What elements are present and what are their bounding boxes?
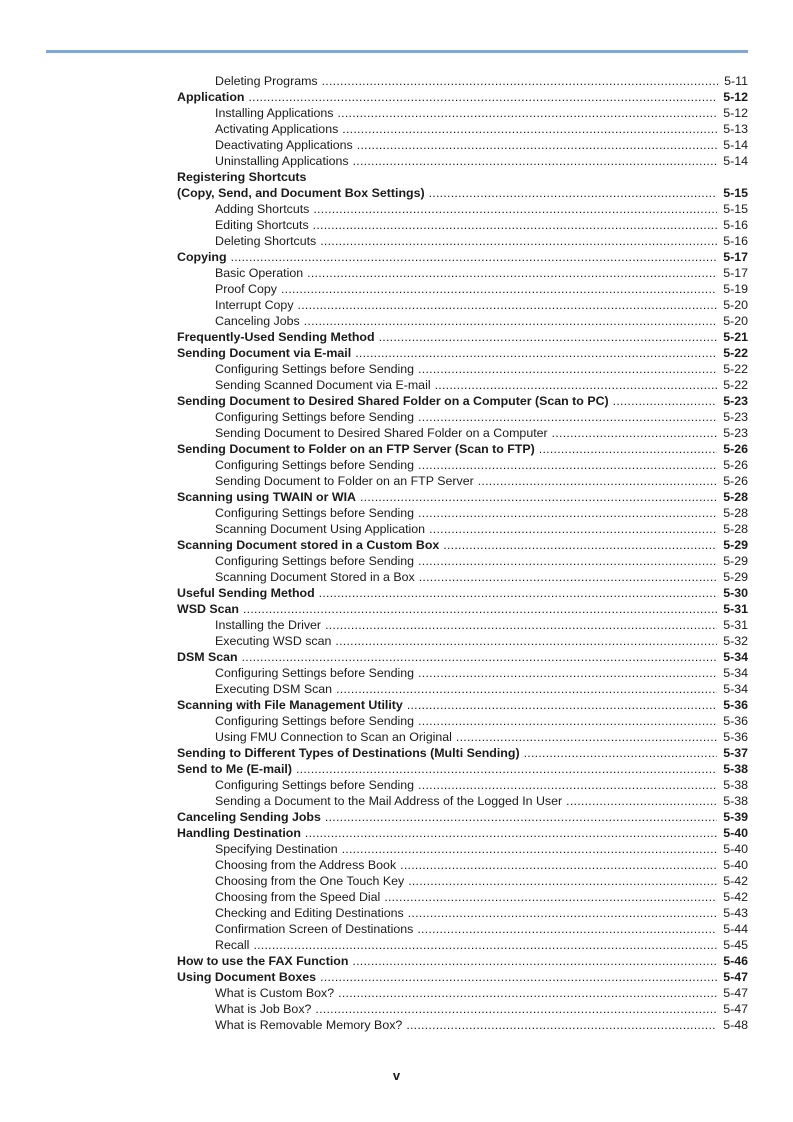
- toc-section-entry[interactable]: [177, 952, 748, 968]
- toc-section-entry[interactable]: [177, 536, 748, 552]
- toc-entry-title: Deleting Programs: [215, 74, 318, 88]
- toc-entry-page: 5-38: [723, 778, 748, 792]
- toc-entry-page: 5-29: [723, 570, 748, 584]
- toc-entry-page: 5-12: [723, 106, 748, 120]
- toc-entry-page: 5-14: [723, 154, 748, 168]
- toc-entry-title: Configuring Settings before Sending: [215, 362, 415, 376]
- toc-subsection-entry[interactable]: [177, 72, 748, 88]
- dot-leader: [313, 218, 718, 232]
- toc-entry-page: 5-22: [723, 346, 748, 360]
- dot-leader: [406, 1018, 717, 1032]
- table-of-contents: [177, 72, 748, 1032]
- toc-section-entry[interactable]: [177, 248, 748, 264]
- dot-leader: [539, 442, 717, 456]
- toc-subsection-entry[interactable]: [177, 120, 748, 136]
- dot-leader: [281, 282, 717, 296]
- toc-subsection-entry[interactable]: [177, 312, 748, 328]
- toc-entry-title: Configuring Settings before Sending: [215, 666, 415, 680]
- toc-section-entry[interactable]: [177, 824, 748, 840]
- toc-subsection-entry[interactable]: [177, 552, 748, 568]
- dot-leader: [552, 426, 718, 440]
- toc-entry-title: Sending Document to Desired Shared Folder on a Computer: [215, 426, 548, 440]
- toc-entry-title: Confirmation Screen of Destinations: [215, 922, 414, 936]
- toc-entry-page: 5-31: [723, 602, 748, 616]
- toc-section-entry[interactable]: [177, 184, 748, 200]
- dot-leader: [435, 378, 718, 392]
- dot-leader: [418, 714, 717, 728]
- dot-leader: [418, 778, 717, 792]
- toc-entry-title: What is Job Box?: [215, 1002, 312, 1016]
- toc-entry-title: Using Document Boxes: [177, 970, 317, 984]
- dot-leader: [566, 794, 717, 808]
- toc-subsection-entry[interactable]: [177, 152, 748, 168]
- dot-leader: [296, 762, 717, 776]
- dot-leader: [336, 682, 717, 696]
- toc-section-entry[interactable]: [177, 344, 748, 360]
- toc-entry-title: Scanning Document Using Application: [215, 522, 426, 536]
- toc-entry-page: 5-36: [723, 730, 748, 744]
- toc-entry-title: Deleting Shortcuts: [215, 234, 317, 248]
- toc-entry-page: 5-28: [723, 522, 748, 536]
- toc-entry-title: Configuring Settings before Sending: [215, 458, 415, 472]
- toc-entry-page: 5-40: [723, 826, 748, 840]
- toc-entry-page: 5-42: [723, 874, 748, 888]
- toc-entry-page: 5-17: [723, 266, 748, 280]
- toc-entry-page: 5-16: [723, 234, 748, 248]
- dot-leader: [418, 458, 717, 472]
- toc-subsection-entry[interactable]: [177, 280, 748, 296]
- toc-subsection-entry[interactable]: [177, 472, 748, 488]
- toc-subsection-entry[interactable]: [177, 232, 748, 248]
- dot-leader: [298, 298, 718, 312]
- toc-entry-title: Scanning with File Management Utility: [177, 698, 403, 712]
- toc-entry-title: Interrupt Copy: [215, 298, 294, 312]
- toc-subsection-entry[interactable]: [177, 936, 748, 952]
- toc-entry-title: Sending Document to Desired Shared Folder on a Computer (Scan to PC): [177, 394, 609, 408]
- toc-entry-page: 5-17: [723, 250, 748, 264]
- toc-entry-title: Scanning Document Stored in a Box: [215, 570, 415, 584]
- dot-leader: [242, 650, 718, 664]
- toc-entry-page: 5-47: [723, 986, 748, 1000]
- toc-subsection-entry[interactable]: [177, 520, 748, 536]
- toc-entry-page: 5-34: [723, 650, 748, 664]
- toc-entry-title: Basic Operation: [215, 266, 304, 280]
- toc-entry-page: 5-37: [723, 746, 748, 760]
- toc-entry-title: Application: [177, 90, 245, 104]
- toc-entry-page: 5-20: [723, 314, 748, 328]
- toc-entry-title: Configuring Settings before Sending: [215, 410, 415, 424]
- toc-subsection-entry[interactable]: [177, 872, 748, 888]
- toc-entry-title: Sending a Document to the Mail Address of the Logged In User: [215, 794, 563, 808]
- toc-section-entry[interactable]: [177, 392, 748, 408]
- toc-entry-title: Uninstalling Applications: [215, 154, 349, 168]
- dot-leader: [325, 618, 717, 632]
- dot-leader: [253, 938, 717, 952]
- toc-entry-page: 5-20: [723, 298, 748, 312]
- toc-entry-title: How to use the FAX Function: [177, 954, 349, 968]
- toc-entry-page: 5-36: [723, 698, 748, 712]
- toc-entry-page: 5-48: [723, 1018, 748, 1032]
- toc-entry-title: Installing the Driver: [215, 618, 322, 632]
- toc-entry-title: Configuring Settings before Sending: [215, 714, 415, 728]
- toc-entry-page: 5-34: [723, 666, 748, 680]
- toc-subsection-entry[interactable]: [177, 984, 748, 1000]
- toc-section-entry[interactable]: [177, 600, 748, 616]
- dot-leader: [379, 330, 718, 344]
- toc-subsection-entry[interactable]: [177, 1000, 748, 1016]
- toc-entry-title: Sending Scanned Document via E-mail: [215, 378, 431, 392]
- toc-entry-page: 5-28: [723, 490, 748, 504]
- toc-section-entry[interactable]: [177, 968, 748, 984]
- toc-subsection-entry[interactable]: [177, 200, 748, 216]
- toc-section-entry[interactable]: [177, 440, 748, 456]
- dot-leader: [443, 538, 717, 552]
- toc-entry-title: What is Removable Memory Box?: [215, 1018, 403, 1032]
- toc-subsection-entry[interactable]: [177, 632, 748, 648]
- dot-leader: [325, 810, 717, 824]
- toc-entry-title: Sending Document via E-mail: [177, 346, 352, 360]
- toc-subsection-entry[interactable]: [177, 408, 748, 424]
- toc-entry-title: Using FMU Connection to Scan an Original: [215, 730, 452, 744]
- toc-entry-page: 5-43: [723, 906, 748, 920]
- toc-entry-title: Scanning using TWAIN or WIA: [177, 490, 356, 504]
- toc-entry-page: 5-47: [723, 1002, 748, 1016]
- toc-entry-page: 5-39: [723, 810, 748, 824]
- dot-leader: [315, 1002, 717, 1016]
- toc-entry-page: 5-22: [723, 362, 748, 376]
- toc-entry-page: 5-16: [723, 218, 748, 232]
- toc-subsection-entry[interactable]: [177, 680, 748, 696]
- toc-section-entry[interactable]: [177, 696, 748, 712]
- dot-leader: [429, 522, 717, 536]
- dot-leader: [243, 602, 717, 616]
- toc-subsection-entry[interactable]: [177, 888, 748, 904]
- toc-section-entry[interactable]: [177, 744, 748, 760]
- toc-entry-page: 5-23: [723, 394, 748, 408]
- dot-leader: [307, 266, 717, 280]
- toc-entry-page: 5-14: [723, 138, 748, 152]
- toc-entry-title: Configuring Settings before Sending: [215, 506, 415, 520]
- toc-entry-page: 5-38: [723, 762, 748, 776]
- toc-entry-page: 5-29: [723, 538, 748, 552]
- dot-leader: [248, 90, 717, 104]
- toc-entry-title: Sending to Different Types of Destinations (Multi Sending): [177, 746, 520, 760]
- toc-entry-page: 5-42: [723, 890, 748, 904]
- toc-entry-title: Adding Shortcuts: [215, 202, 310, 216]
- dot-leader: [400, 858, 717, 872]
- toc-entry-page: 5-30: [723, 586, 748, 600]
- toc-entry-title: Canceling Jobs: [215, 314, 300, 328]
- toc-subsection-entry[interactable]: [177, 776, 748, 792]
- toc-entry-title: DSM Scan: [177, 650, 238, 664]
- toc-section-entry[interactable]: [177, 328, 748, 344]
- toc-entry-page: 5-23: [723, 426, 748, 440]
- toc-entry-title: Sending Document to Folder on an FTP Server (Scan to FTP): [177, 442, 535, 456]
- dot-leader: [418, 410, 717, 424]
- toc-subsection-entry[interactable]: [177, 376, 748, 392]
- toc-entry-title: Choosing from the Speed Dial: [215, 890, 381, 904]
- toc-entry-title: Registering Shortcuts: [177, 170, 307, 184]
- dot-leader: [360, 490, 717, 504]
- toc-entry-title: What is Custom Box?: [215, 986, 335, 1000]
- dot-leader: [322, 74, 718, 88]
- dot-leader: [335, 634, 717, 648]
- toc-entry-page: 5-36: [723, 714, 748, 728]
- toc-entry-page: 5-45: [723, 938, 748, 952]
- dot-leader: [418, 554, 717, 568]
- toc-entry-title: Configuring Settings before Sending: [215, 778, 415, 792]
- toc-subsection-entry[interactable]: [177, 920, 748, 936]
- toc-entry-page: 5-15: [723, 186, 748, 200]
- toc-entry-page: 5-26: [723, 474, 748, 488]
- toc-section-entry[interactable]: [177, 88, 748, 104]
- dot-leader: [429, 186, 718, 200]
- toc-entry-title: (Copy, Send, and Document Box Settings): [177, 186, 425, 200]
- toc-section-entry[interactable]: [177, 648, 748, 664]
- toc-entry-page: 5-32: [723, 634, 748, 648]
- toc-subsection-entry[interactable]: [177, 504, 748, 520]
- toc-entry-page: 5-23: [723, 410, 748, 424]
- toc-entry-title: Handling Destination: [177, 826, 301, 840]
- dot-leader: [320, 970, 717, 984]
- dot-leader: [384, 890, 717, 904]
- toc-entry-title: Recall: [215, 938, 250, 952]
- toc-entry-title: Sending Document to Folder on an FTP Server: [215, 474, 474, 488]
- toc-entry-title: Installing Applications: [215, 106, 334, 120]
- dot-leader: [355, 346, 717, 360]
- toc-entry-title: Executing DSM Scan: [215, 682, 333, 696]
- dot-leader: [352, 954, 717, 968]
- dot-leader: [407, 698, 717, 712]
- toc-entry-title: Checking and Editing Destinations: [215, 906, 404, 920]
- toc-subsection-entry[interactable]: [177, 104, 748, 120]
- dot-leader: [319, 586, 718, 600]
- dot-leader: [357, 138, 717, 152]
- toc-entry-title: Useful Sending Method: [177, 586, 315, 600]
- dot-leader: [313, 202, 717, 216]
- toc-entry-page: 5-31: [723, 618, 748, 632]
- toc-subsection-entry[interactable]: [177, 664, 748, 680]
- toc-subsection-entry[interactable]: [177, 360, 748, 376]
- toc-entry-title: Proof Copy: [215, 282, 277, 296]
- toc-subsection-entry[interactable]: [177, 840, 748, 856]
- toc-entry-page: 5-34: [723, 682, 748, 696]
- toc-subsection-entry[interactable]: [177, 904, 748, 920]
- toc-entry-title: Deactivating Applications: [215, 138, 353, 152]
- toc-entry-page: 5-46: [723, 954, 748, 968]
- toc-entry-title: Executing WSD scan: [215, 634, 332, 648]
- toc-entry-title: Specifying Destination: [215, 842, 338, 856]
- toc-subsection-entry[interactable]: [177, 216, 748, 232]
- dot-leader: [337, 106, 717, 120]
- dot-leader: [418, 506, 717, 520]
- toc-section-entry[interactable]: [177, 584, 748, 600]
- dot-leader: [231, 250, 718, 264]
- toc-entry-title: Activating Applications: [215, 122, 339, 136]
- toc-entry-title: Configuring Settings before Sending: [215, 554, 415, 568]
- toc-entry-page: 5-26: [723, 442, 748, 456]
- dot-leader: [419, 570, 717, 584]
- toc-entry-title: Frequently-Used Sending Method: [177, 330, 375, 344]
- toc-subsection-entry[interactable]: [177, 792, 748, 808]
- toc-entry-page: 5-22: [723, 378, 748, 392]
- toc-entry-page: 5-47: [723, 970, 748, 984]
- toc-section-entry[interactable]: [177, 760, 748, 776]
- dot-leader: [305, 826, 717, 840]
- toc-entry-page: 5-28: [723, 506, 748, 520]
- dot-leader: [417, 922, 717, 936]
- toc-entry-title: Choosing from the One Touch Key: [215, 874, 405, 888]
- toc-entry-page: 5-40: [723, 858, 748, 872]
- toc-subsection-entry[interactable]: [177, 728, 748, 744]
- toc-subsection-entry[interactable]: [177, 456, 748, 472]
- header-rule: [46, 50, 748, 53]
- toc-entry-page: 5-40: [723, 842, 748, 856]
- toc-entry-title: Editing Shortcuts: [215, 218, 309, 232]
- dot-leader: [456, 730, 717, 744]
- toc-subsection-entry[interactable]: [177, 616, 748, 632]
- toc-subsection-entry[interactable]: [177, 424, 748, 440]
- dot-leader: [408, 874, 717, 888]
- toc-entry-title: Send to Me (E-mail): [177, 762, 292, 776]
- toc-section-entry[interactable]: [177, 808, 748, 824]
- toc-entry-page: 5-38: [723, 794, 748, 808]
- toc-subsection-entry[interactable]: [177, 136, 748, 152]
- toc-entry-page: 5-19: [723, 282, 748, 296]
- dot-leader: [342, 122, 717, 136]
- dot-leader: [304, 314, 717, 328]
- toc-entry-page: 5-26: [723, 458, 748, 472]
- toc-entry-title: Canceling Sending Jobs: [177, 810, 321, 824]
- toc-entry-page: 5-15: [723, 202, 748, 216]
- dot-leader: [418, 666, 717, 680]
- toc-entry-page: 5-13: [723, 122, 748, 136]
- toc-subsection-entry[interactable]: [177, 712, 748, 728]
- dot-leader: [338, 986, 717, 1000]
- toc-entry-title: WSD Scan: [177, 602, 239, 616]
- toc-entry-page: 5-21: [723, 330, 748, 344]
- dot-leader: [342, 842, 718, 856]
- toc-subsection-entry[interactable]: [177, 296, 748, 312]
- dot-leader: [478, 474, 717, 488]
- toc-section-entry[interactable]: [177, 168, 748, 184]
- dot-leader: [408, 906, 717, 920]
- toc-section-entry[interactable]: [177, 488, 748, 504]
- page-number: v: [392, 1068, 401, 1083]
- toc-entry-page: 5-11: [724, 74, 748, 88]
- toc-entry-title: Copying: [177, 250, 227, 264]
- toc-entry-page: 5-44: [723, 922, 748, 936]
- dot-leader: [524, 746, 718, 760]
- toc-entry-title: Choosing from the Address Book: [215, 858, 397, 872]
- toc-subsection-entry[interactable]: [177, 568, 748, 584]
- toc-subsection-entry[interactable]: [177, 264, 748, 280]
- toc-entry-page: 5-29: [723, 554, 748, 568]
- dot-leader: [418, 362, 717, 376]
- dot-leader: [320, 234, 717, 248]
- dot-leader: [613, 394, 718, 408]
- toc-subsection-entry[interactable]: [177, 1016, 748, 1032]
- toc-entry-page: 5-12: [723, 90, 748, 104]
- dot-leader: [353, 154, 718, 168]
- toc-entry-title: Scanning Document stored in a Custom Box: [177, 538, 440, 552]
- toc-subsection-entry[interactable]: [177, 856, 748, 872]
